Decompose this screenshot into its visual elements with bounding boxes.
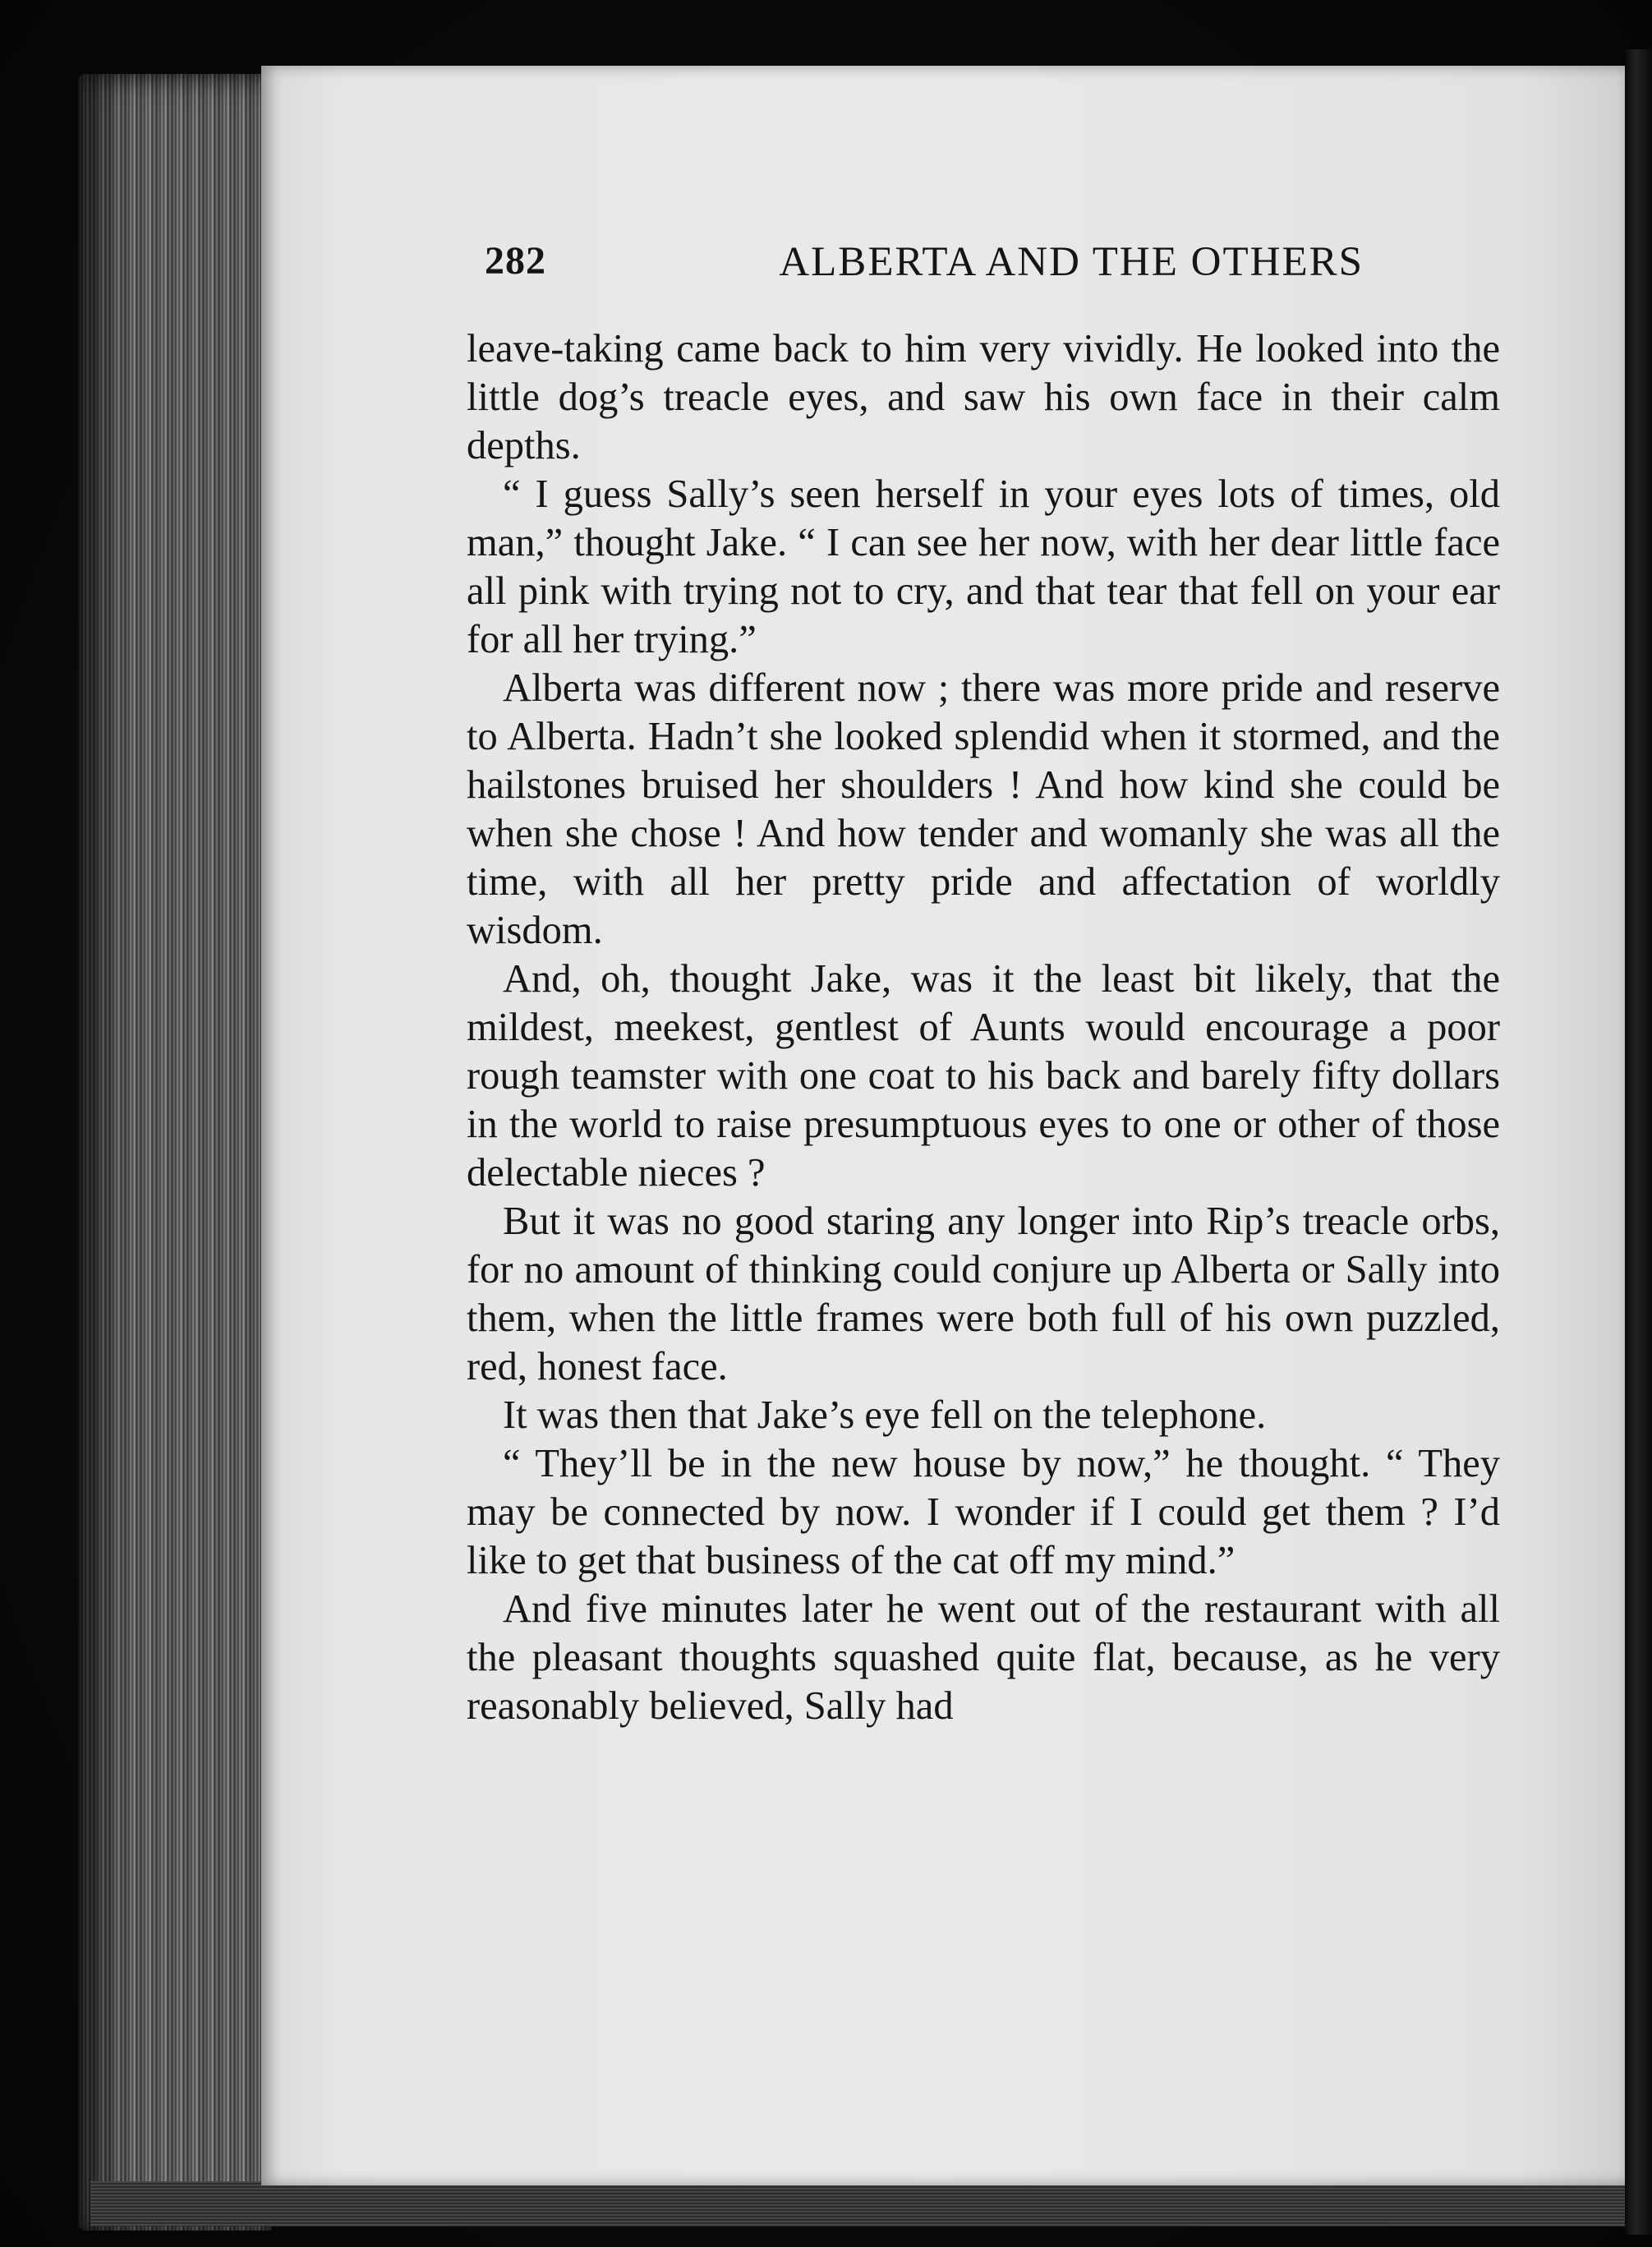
running-head [485, 238, 1364, 304]
book-title: ALBERTA AND THE OTHERS [779, 239, 1364, 285]
paragraph: leave-taking came back to him very vividly. He looked into the little dog’s treacle eyes, and saw his own face in their calm depths. [467, 327, 1500, 467]
paragraph: “ I guess Sally’s seen herself in your eyes lots of times, old man,” thought Jake. “ I can see her now, with her dear little face all pink with trying not to cry, and that tear that fell on your ear for all her trying.” [467, 472, 1500, 661]
book-bottom-edge [90, 2181, 1635, 2226]
book-page-edges [78, 74, 271, 2231]
body-text [467, 325, 1500, 1730]
paragraph: But it was no good staring any longer into Rip’s treacle orbs, for no amount of thinking could conjure up Alberta or Sally into them, when the little frames were both full of his own puzzled, red, honest face. [467, 1199, 1500, 1388]
paragraph: It was then that Jake’s eye fell on the telephone. [503, 1393, 1267, 1437]
book-right-edge [1625, 49, 1652, 2235]
paragraph: “ They’ll be in the new house by now,” he thought. “ They may be connected by now. I wonder if I could get them ? I’d like to get that business of the cat off my mind.” [467, 1442, 1500, 1582]
paragraph: And, oh, thought Jake, was it the least bit likely, that the mildest, meekest, gentlest of Aunts would encourage a poor rough teamster with one coat to his back and barely fifty dollars in the world to raise presumptuous eyes to one or other of those delectable nieces ? [467, 957, 1500, 1195]
paragraph: Alberta was different now ; there was more pride and reserve to Alberta. Hadn’t she looked splendid when it stormed, and the hailstones bruised her shoulders ! And how kind she could be when she chose ! And how tender and womanly she was all the time, with all her pretty pride and affectation of worldly wisdom. [467, 666, 1500, 952]
paragraph: And five minutes later he went out of the restaurant with all the pleasant thoughts squashed quite flat, because, as he very reasonably believed, Sally had [467, 1587, 1500, 1728]
page-number: 282 [485, 239, 546, 283]
